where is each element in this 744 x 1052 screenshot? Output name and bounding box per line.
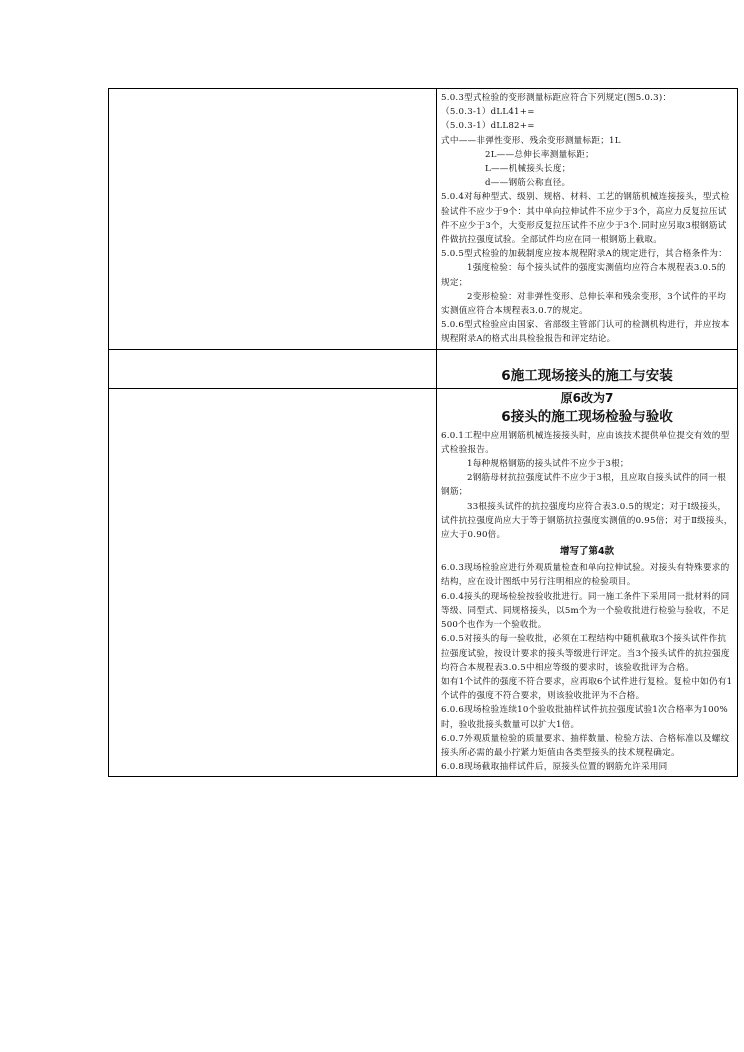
- clause-6-block-continued: [437, 559, 737, 776]
- paragraph: 5.0.4对每种型式、级别、规格、材料、工艺的钢筋机械连接接头，型式检验试件不应少于9个：其中单向拉伸试件不应少于3个，高应力反复拉压试件不应少于3个，大变形反复拉压试件不应少于3个.同时应另取3根钢筋试件做抗拉强度试验。全部试件均应在同一根钢筋上截取。: [441, 192, 730, 246]
- change-note: 原6改为7: [560, 390, 614, 405]
- table-row: [109, 349, 738, 388]
- left-cell-2: [109, 349, 437, 388]
- paragraph: 6.0.5对接头的每一验收批，必须在工程结构中随机截取3个接头试件作抗拉强度试验，按设计要求的接头等级进行评定。当3个接头试件的抗拉强度均符合本规程表3.0.5中相应等级的要求时，该验收批评为合格。: [441, 634, 730, 673]
- paragraph: 2钢筋母材抗拉强度试件不应少于3根，且应取自接头试件的同一根钢筋；: [441, 473, 727, 498]
- formula-line: （5.0.3-1）dLL82+=: [441, 121, 535, 132]
- paragraph: 6.0.3现场检验应进行外观质量检查和单向拉伸试验。对接头有特殊要求的结构，应在设计图纸中另行注明相应的检验项目。: [441, 563, 730, 588]
- add-note: 增写了第4款: [559, 546, 615, 558]
- symbol-definition: 2L——总伸长率测量标距；: [485, 149, 594, 160]
- clause-6-block: [437, 427, 737, 545]
- paragraph: 1每种规格钢筋的接头试件不应少于3根；: [467, 459, 629, 470]
- left-cell-1: [109, 89, 437, 350]
- paragraph: 5.0.5型式检验的加载制度应按本规程附录A的规定进行，其合格条件为：: [441, 249, 728, 260]
- paragraph: 如有1个试件的强度不符合要求，应再取6个试件进行复检。复检中如仍有1个试件的强度不符合要求，则该验收批评为不合格。: [441, 676, 733, 702]
- paragraph: 6.0.1工程中应用钢筋机械连接接头时，应由该技术提供单位提交有效的型式检验报告。: [441, 430, 730, 455]
- paragraph: 2变形检验：对非弹性变形、总伸长率和残余变形，3个试件的平均实测值应符合本规程表3.0.7的规定。: [441, 291, 727, 317]
- paragraph: 6.0.7外观质量检验的质量要求、抽样数量、检验方法、合格标准以及螺纹接头所必需的最小拧紧力矩值由各类型接头的技术规程确定。: [441, 733, 730, 758]
- paragraph: 33根接头试件的抗拉强度均应符合表3.0.5的规定；对于Ⅰ级接头，试件抗拉强度尚应大于等于钢筋抗拉强度实测值的0.95倍；对于Ⅱ级接头，应大于0.90倍。: [441, 501, 733, 541]
- symbol-definition: d——钢筋公称直径。: [485, 178, 571, 189]
- left-cell-3: [109, 388, 437, 777]
- table-row: [109, 89, 738, 350]
- text-line: 5.0.3型式检验的变形测量标距应符合下列规定(图5.0.3)：: [441, 93, 672, 103]
- paragraph: 6.0.4接头的现场检验按验收批进行。同一施工条件下采用同一批材料的同等级、同型式、同规格接头，以5m个为一个验收批进行检验与验收，不足500个也作为一个验收批。: [441, 591, 730, 631]
- table-row: [109, 388, 738, 777]
- paragraph: 5.0.6型式检验应由国家、省部级主管部门认可的检测机构进行，并应按本规程附录A的格式出具检验报告和评定结论。: [441, 320, 730, 345]
- document-table: [108, 88, 738, 777]
- new-section-title: 6接头的施工现场检验与验收: [501, 408, 673, 425]
- clause-5-block: [437, 89, 737, 349]
- symbol-definition: L——机械接头长度；: [485, 164, 571, 175]
- section-title: 6施工现场接头的施工与安装: [501, 367, 673, 384]
- paragraph: 1强度检验：每个接头试件的强度实测值均应符合本规程表3.0.5的规定；: [441, 263, 726, 288]
- text-line: 式中——非弹性变形、残余变形测量标距；1L: [441, 135, 621, 146]
- formula-line: （5.0.3-1）dLL41+=: [441, 107, 535, 118]
- right-cell-2: [437, 349, 738, 388]
- right-cell-1: [437, 89, 738, 350]
- paragraph: 6.0.8现场截取抽样试件后，原接头位置的钢筋允许采用同: [441, 762, 668, 773]
- right-cell-3: [437, 388, 738, 777]
- paragraph: 6.0.6现场检验连续10个验收批抽样试件抗拉强度试验1次合格率为100%时，验收批接头数量可以扩大1倍。: [441, 705, 728, 730]
